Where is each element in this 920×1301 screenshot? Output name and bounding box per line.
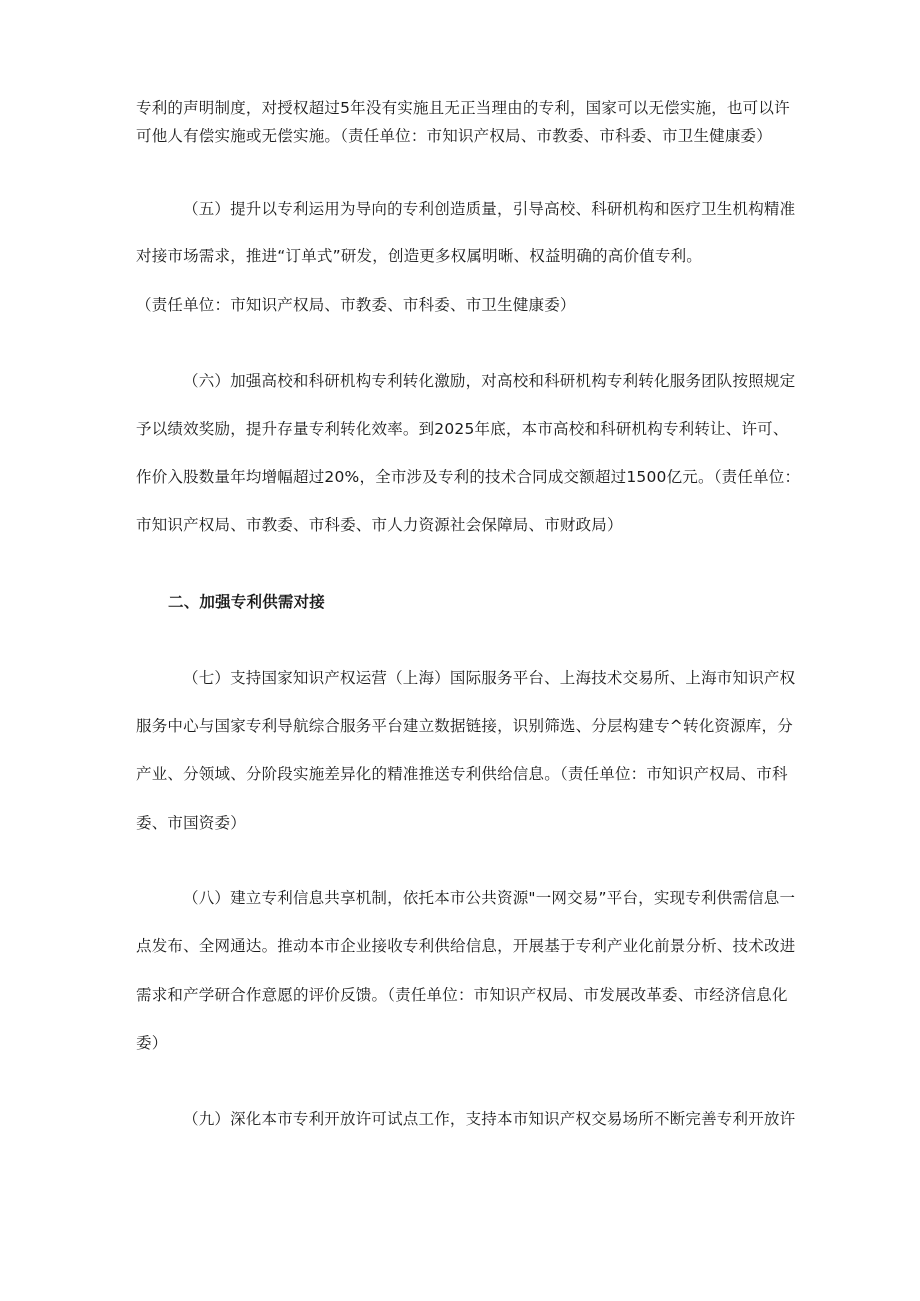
text-line: （九）深化本市专利开放许可试点工作，支持本市知识产权交易场所不断完善专利开放许 <box>183 1110 796 1128</box>
text-line: 对接市场需求，推进“订单式”研发，创造更多权属明晰、权益明确的高价值专利。 <box>136 247 702 265</box>
text-line: （责任单位：市知识产权局、市教委、市科委、市卫生健康委） <box>136 296 576 314</box>
text-line: （六）加强高校和科研机构专利转化激励，对高校和科研机构专利转化服务团队按照规定 <box>183 372 796 390</box>
text-line: 点发布、全网通达。推动本市企业接收专利供给信息，开展基于专利产业化前景分析、技术改进 <box>136 937 796 955</box>
text-line: （八）建立专利信息共享机制，依托本市公共资源"一网交易”平台，实现专利供需信息一 <box>183 889 796 907</box>
text-line: 需求和产学研合作意愿的评价反馈。（责任单位：市知识产权局、市发展改革委、市经济信息化 <box>136 986 788 1004</box>
text-line: 委、市国资委） <box>136 814 246 832</box>
text-line: 作价入股数量年均增幅超过20%，全市涉及专利的技术合同成交额超过1500亿元。（责任单位： <box>136 468 801 486</box>
section-heading: 二、加强专利供需对接 <box>168 593 326 611</box>
text-line: 市知识产权局、市教委、市科委、市人力资源社会保障局、市财政局） <box>136 516 623 534</box>
text-line: 委） <box>136 1034 168 1052</box>
text-line: 专利的声明制度，对授权超过5年没有实施且无正当理由的专利，国家可以无偿实施，也可以许 <box>136 99 790 117</box>
text-line: 可他人有偿实施或无偿实施。（责任单位：市知识产权局、市教委、市科委、市卫生健康委） <box>136 127 772 145</box>
text-line: 予以绩效奖励，提升存量专利转化效率。到2025年底，本市高校和科研机构专利转让、许可、 <box>136 420 789 438</box>
text-line: （七）支持国家知识产权运营（上海）国际服务平台、上海技术交易所、上海市知识产权 <box>183 669 796 687</box>
text-line: （五）提升以专利运用为导向的专利创造质量，引导高校、科研机构和医疗卫生机构精准 <box>183 200 796 218</box>
text-line: 产业、分领域、分阶段实施差异化的精准推送专利供给信息。（责任单位：市知识产权局、市科 <box>136 765 788 783</box>
text-line: 服务中心与国家专利导航综合服务平台建立数据链接，识别筛选、分层构建专^转化资源库，分 <box>136 717 793 735</box>
